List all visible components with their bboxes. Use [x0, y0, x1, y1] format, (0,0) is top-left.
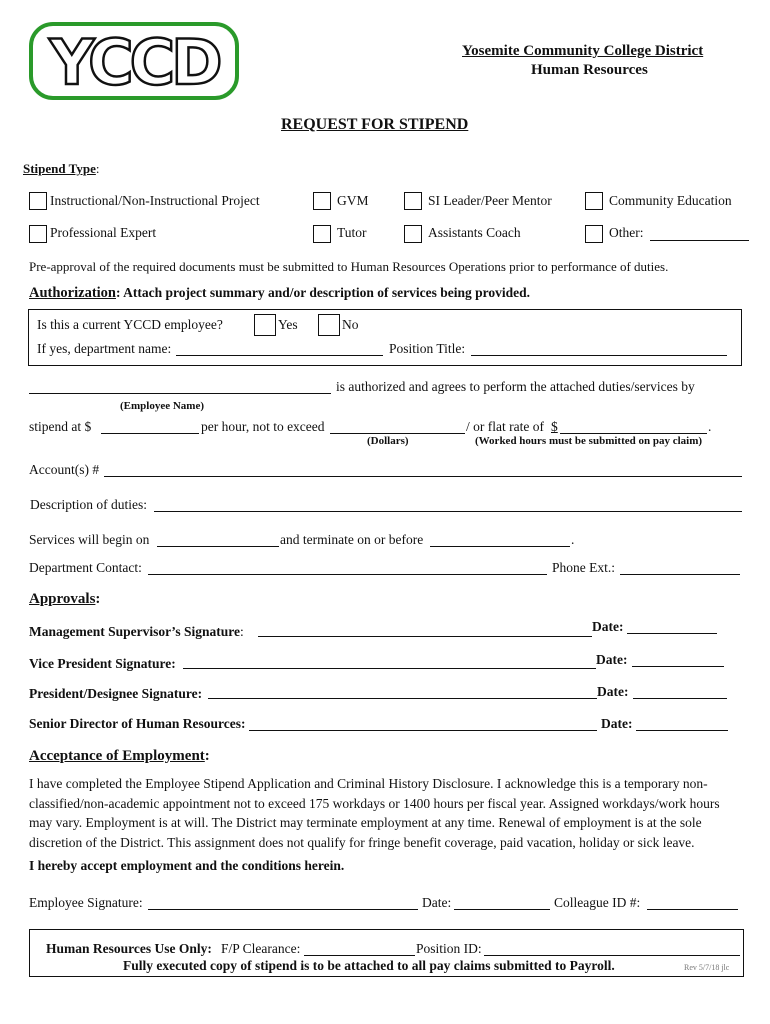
fp-clearance-field[interactable]	[304, 955, 415, 956]
hr-director-signature-field[interactable]	[249, 730, 597, 731]
option-professional-expert: Professional Expert	[50, 225, 157, 240]
option-assistants-coach: Assistants Coach	[428, 225, 521, 240]
employee-date-field[interactable]	[454, 909, 550, 910]
phone-ext-field[interactable]	[620, 574, 740, 575]
approval-label-hr-director: Senior Director of Human Resources:	[29, 716, 246, 731]
department-name: Human Resources	[531, 62, 648, 78]
president-signature-field[interactable]	[208, 698, 597, 699]
option-gvm: GVM	[337, 193, 369, 208]
employee-name-caption: (Employee Name)	[120, 400, 205, 412]
checkbox-community-education[interactable]	[585, 192, 603, 210]
accounts-label: Account(s) #	[29, 462, 100, 477]
accept-statement: I hereby accept employment and the conditions herein.	[29, 858, 345, 873]
checkbox-si-leader[interactable]	[404, 192, 422, 210]
authorization-heading: Authorization: Attach project summary and/or description of services being provided.	[29, 285, 530, 301]
flat-rate-dollar: $	[551, 419, 558, 434]
other-field[interactable]	[650, 240, 749, 241]
employee-signature-field[interactable]	[148, 909, 418, 910]
option-instructional: Instructional/Non-Instructional Project	[50, 193, 260, 208]
description-field[interactable]	[154, 511, 742, 512]
stipend-type-label: Stipend Type:	[23, 161, 100, 176]
hr-director-date-label: Date:	[601, 716, 633, 731]
stipend-at-label: stipend at $	[29, 419, 92, 434]
option-si-leader: SI Leader/Peer Mentor	[428, 193, 552, 208]
checkbox-tutor[interactable]	[313, 225, 331, 243]
employee-signature-label: Employee Signature:	[29, 895, 143, 910]
position-id-field[interactable]	[484, 955, 740, 956]
department-contact-label: Department Contact:	[29, 560, 142, 575]
approval-label-vp: Vice President Signature:	[29, 656, 176, 671]
fp-clearance-label: F/P Clearance:	[221, 941, 301, 956]
page-title: REQUEST FOR STIPEND	[281, 116, 469, 133]
services-begin-label: Services will begin on	[29, 532, 150, 547]
terminate-label: and terminate on or before	[280, 532, 424, 547]
president-date-label: Date:	[597, 684, 629, 699]
begin-date-field[interactable]	[157, 546, 279, 547]
checkbox-professional-expert[interactable]	[29, 225, 47, 243]
supervisor-signature-field[interactable]	[258, 636, 592, 637]
authorized-text: is authorized and agrees to perform the attached duties/services by	[336, 379, 695, 394]
option-tutor: Tutor	[337, 225, 367, 240]
checkbox-yes[interactable]	[254, 314, 276, 336]
revision-note: Rev 5/7/18 jlc	[684, 963, 730, 972]
terminate-period: .	[571, 532, 575, 547]
checkbox-gvm[interactable]	[313, 192, 331, 210]
option-other: Other:	[609, 225, 644, 240]
fully-executed-note: Fully executed copy of stipend is to be attached to all pay claims submitted to Payroll.	[123, 958, 615, 973]
vp-signature-field[interactable]	[183, 668, 596, 669]
flat-rate-field[interactable]	[560, 433, 707, 434]
colleague-id-field[interactable]	[647, 909, 738, 910]
department-contact-field[interactable]	[148, 574, 547, 575]
position-id-label: Position ID:	[416, 941, 482, 956]
checkbox-no[interactable]	[318, 314, 340, 336]
hr-use-only-label: Human Resources Use Only:	[46, 941, 212, 956]
description-label: Description of duties:	[30, 497, 147, 512]
employee-date-label: Date:	[422, 895, 452, 910]
not-to-exceed-field[interactable]	[330, 433, 465, 434]
supervisor-date-field[interactable]	[627, 633, 717, 634]
phone-ext-label: Phone Ext.:	[552, 560, 615, 575]
hourly-rate-field[interactable]	[101, 433, 199, 434]
hr-director-date-field[interactable]	[636, 730, 728, 731]
per-hour-label: per hour, not to exceed	[201, 419, 325, 434]
position-title-field[interactable]	[471, 355, 727, 356]
current-employee-question: Is this a current YCCD employee?	[37, 317, 223, 332]
acceptance-heading: Acceptance of Employment:	[29, 748, 210, 764]
colleague-id-label: Colleague ID #:	[554, 895, 641, 910]
acceptance-paragraph: I have completed the Employee Stipend Application and Criminal History Disclosure. I acknowledge this is a temporary non-classified/non-academic appointment not to exceed 175 workdays or 1400 hours per fiscal year. Assigned workdays/work hours may vary. Employment is at will. The District may terminate employment at any time. Renewal of employment is at the sole discretion of the District. This assignment does not qualify for fringe benefit coverage, paid vacation, holiday or sick leave.	[29, 776, 720, 850]
approvals-heading: Approvals:	[29, 591, 101, 607]
no-label: No	[342, 317, 359, 332]
accounts-field[interactable]	[104, 476, 742, 477]
approval-label-president: President/Designee Signature:	[29, 686, 203, 701]
approval-label-supervisor: Management Supervisor’s Signature:	[29, 624, 244, 639]
president-date-field[interactable]	[633, 698, 727, 699]
preapproval-note: Pre-approval of the required documents must be submitted to Human Resources Operations prior to performance of duties.	[29, 259, 669, 274]
position-title-label: Position Title:	[389, 341, 466, 356]
supervisor-date-label: Date:	[592, 619, 624, 634]
vp-date-field[interactable]	[632, 666, 724, 667]
dollars-caption: (Dollars)	[367, 435, 409, 447]
terminate-date-field[interactable]	[430, 546, 570, 547]
department-name-field[interactable]	[176, 355, 383, 356]
logo-text: YCCD	[49, 26, 219, 99]
ycc-logo	[29, 22, 239, 100]
vp-date-label: Date:	[596, 652, 628, 667]
yes-label: Yes	[278, 317, 298, 332]
department-name-label: If yes, department name:	[37, 341, 172, 356]
checkbox-assistants-coach[interactable]	[404, 225, 422, 243]
district-name: Yosemite Community College District	[462, 43, 704, 59]
option-community-education: Community Education	[609, 193, 732, 208]
checkbox-other[interactable]	[585, 225, 603, 243]
flat-rate-label: / or flat rate of	[466, 419, 544, 434]
employee-name-field[interactable]	[29, 393, 331, 394]
checkbox-instructional[interactable]	[29, 192, 47, 210]
worked-hours-caption: (Worked hours must be submitted on pay claim)	[475, 435, 703, 447]
flat-rate-period: .	[708, 419, 712, 434]
